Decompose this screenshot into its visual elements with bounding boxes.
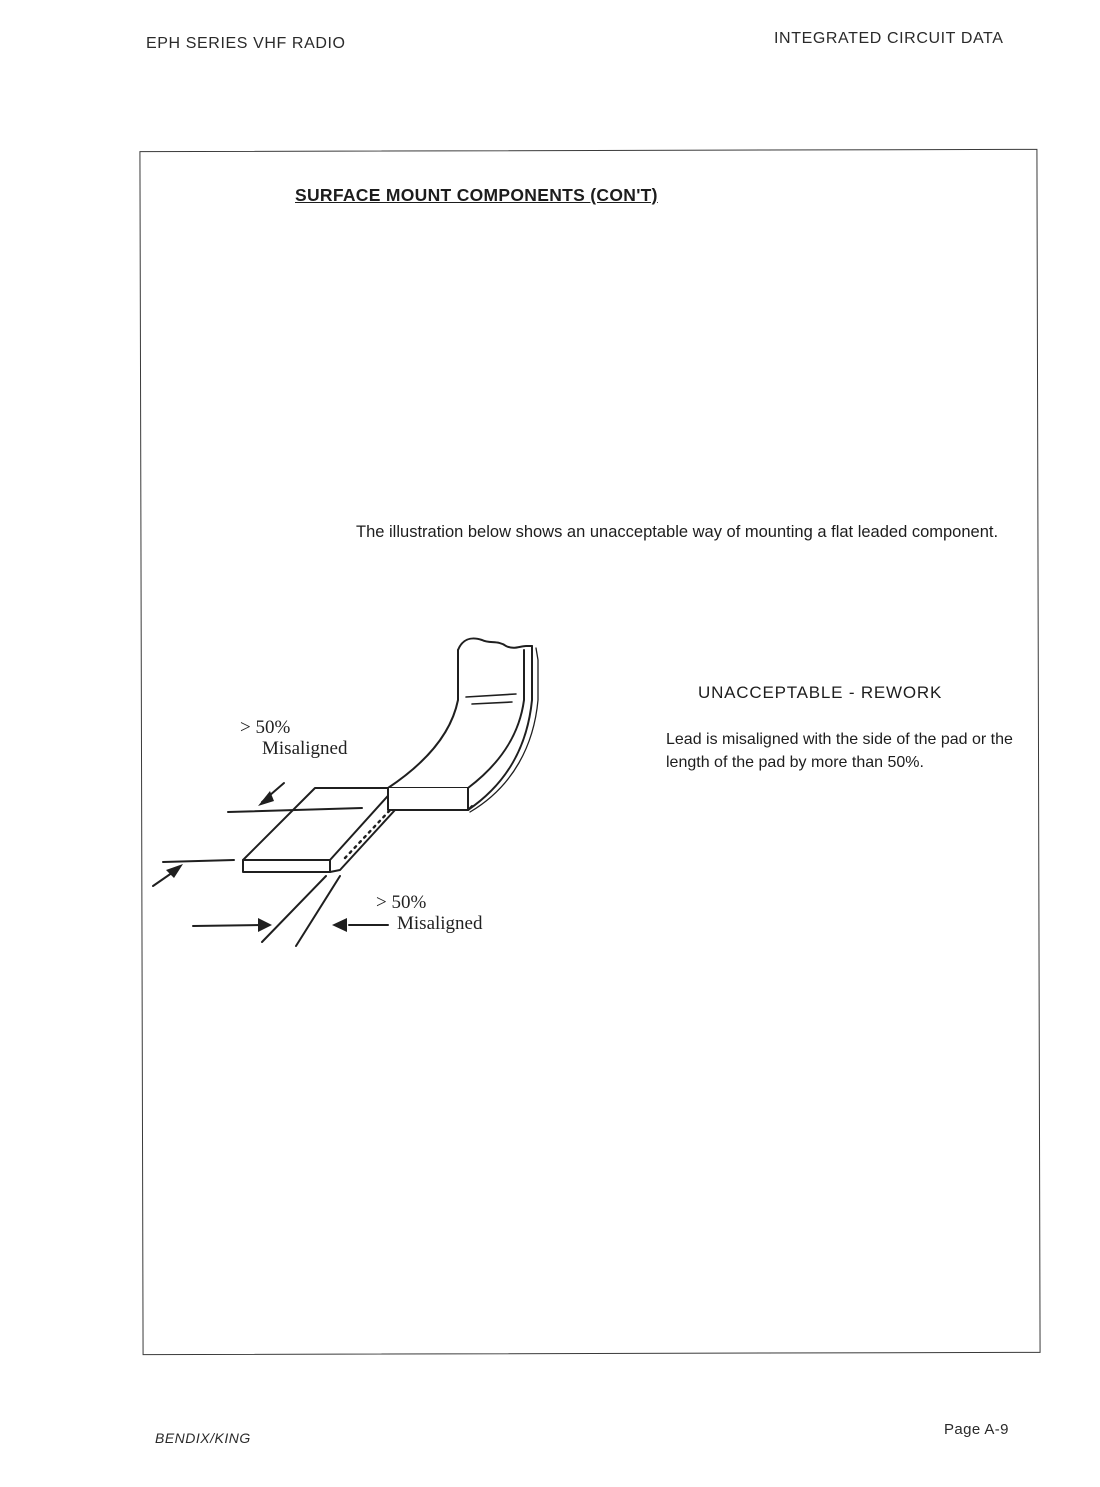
label-misaligned-side-pct: > 50% bbox=[240, 717, 291, 738]
arrow-head-bottom-left bbox=[258, 918, 272, 932]
lead-misalignment-illustration bbox=[140, 620, 560, 960]
section-title: SURFACE MOUNT COMPONENTS (CON'T) bbox=[295, 185, 658, 205]
label-misaligned-length-word: Misaligned bbox=[397, 913, 483, 934]
verdict-title: UNACCEPTABLE - REWORK bbox=[698, 683, 943, 702]
misalignment-indicator-bottom bbox=[193, 876, 388, 946]
intro-text: The illustration below shows an unacceptable way of mounting a flat leaded component. bbox=[356, 523, 999, 541]
verdict-description: Lead is misaligned with the side of the pad or the length of the pad by more than 50%. bbox=[666, 731, 1013, 771]
header-right: INTEGRATED CIRCUIT DATA bbox=[774, 30, 1004, 47]
footer-brand: BENDIX/KING bbox=[155, 1430, 251, 1446]
label-misaligned-side bbox=[240, 717, 348, 759]
label-misaligned-side-word: Misaligned bbox=[262, 738, 348, 759]
header-left: EPH SERIES VHF RADIO bbox=[146, 35, 346, 52]
label-misaligned-length bbox=[376, 892, 483, 934]
label-misaligned-length-pct: > 50% bbox=[376, 892, 427, 913]
component-lead bbox=[330, 638, 538, 872]
page-number: Page A-9 bbox=[944, 1421, 1009, 1438]
arrow-head-bottom-right bbox=[332, 918, 347, 932]
